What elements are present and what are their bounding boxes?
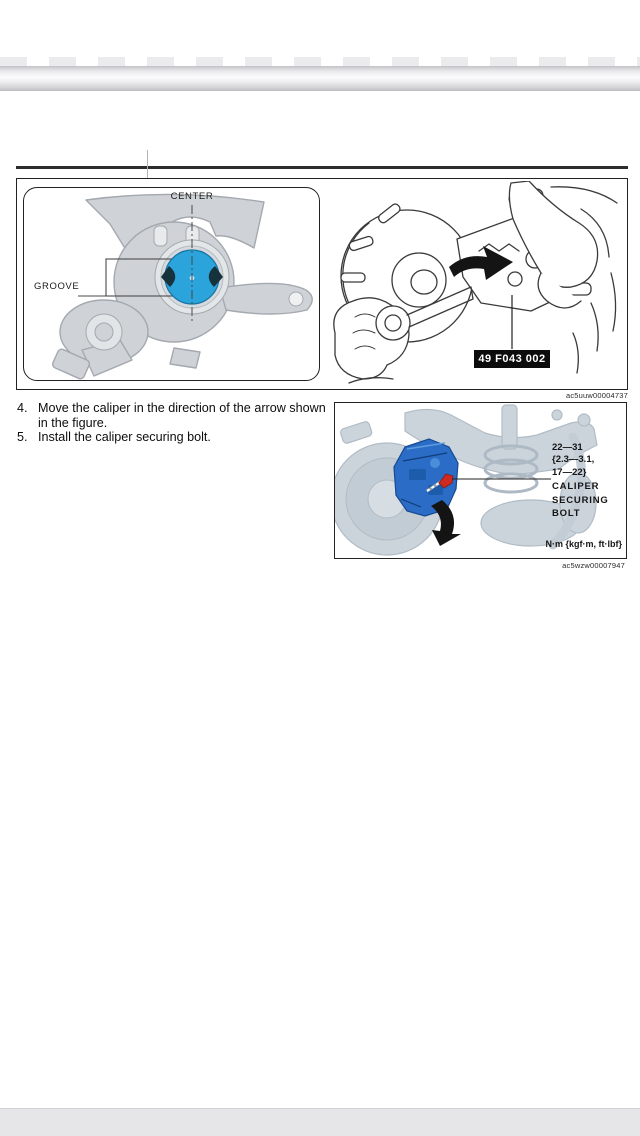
step-text-line: Install the caliper securing bolt.: [38, 430, 211, 445]
torque-spec-line: 17—22}: [552, 466, 587, 478]
bottom-toolbar: [0, 1108, 640, 1136]
figure1-caption: ac5uuw00004737: [565, 391, 628, 400]
center-label: CENTER: [170, 191, 214, 202]
caliper-bolt-label-line: BOLT: [552, 508, 581, 520]
step-text: [38, 401, 333, 430]
torque-spec: [552, 442, 627, 479]
caliper-groove-panel: [23, 187, 320, 381]
torque-units-note: N·m {kgf·m, ft·lbf}: [545, 539, 622, 549]
procedure-steps: [17, 401, 333, 445]
step-item: [17, 401, 333, 430]
torque-spec-line: {2.3—3.1,: [552, 454, 595, 466]
caliper-bolt-label: [552, 480, 627, 521]
column-rule-remnant: [147, 150, 148, 180]
step-text: [38, 430, 333, 445]
torque-spec-line: 22—31: [552, 442, 583, 453]
figure-caliper-center-groove: [16, 178, 628, 390]
step-number: 5.: [17, 430, 28, 445]
caliper-bolt-label-line: CALIPER: [552, 481, 600, 492]
figure2-caption: ac5wzw00007947: [562, 561, 625, 570]
step-item: [17, 430, 333, 445]
section-divider-rule: [16, 166, 628, 169]
groove-label: GROOVE: [34, 281, 80, 292]
step-number: 4.: [17, 401, 28, 415]
page-stack-pattern: [0, 57, 640, 66]
page-separator-bar: [0, 66, 640, 91]
special-tool-badge: 49 F043 002: [474, 350, 550, 368]
step-text-line: Move the caliper in the direction of the arrow shown: [38, 401, 326, 415]
caliper-bolt-label-line: SECURING: [552, 494, 609, 506]
step-text-line: in the figure.: [38, 415, 108, 430]
